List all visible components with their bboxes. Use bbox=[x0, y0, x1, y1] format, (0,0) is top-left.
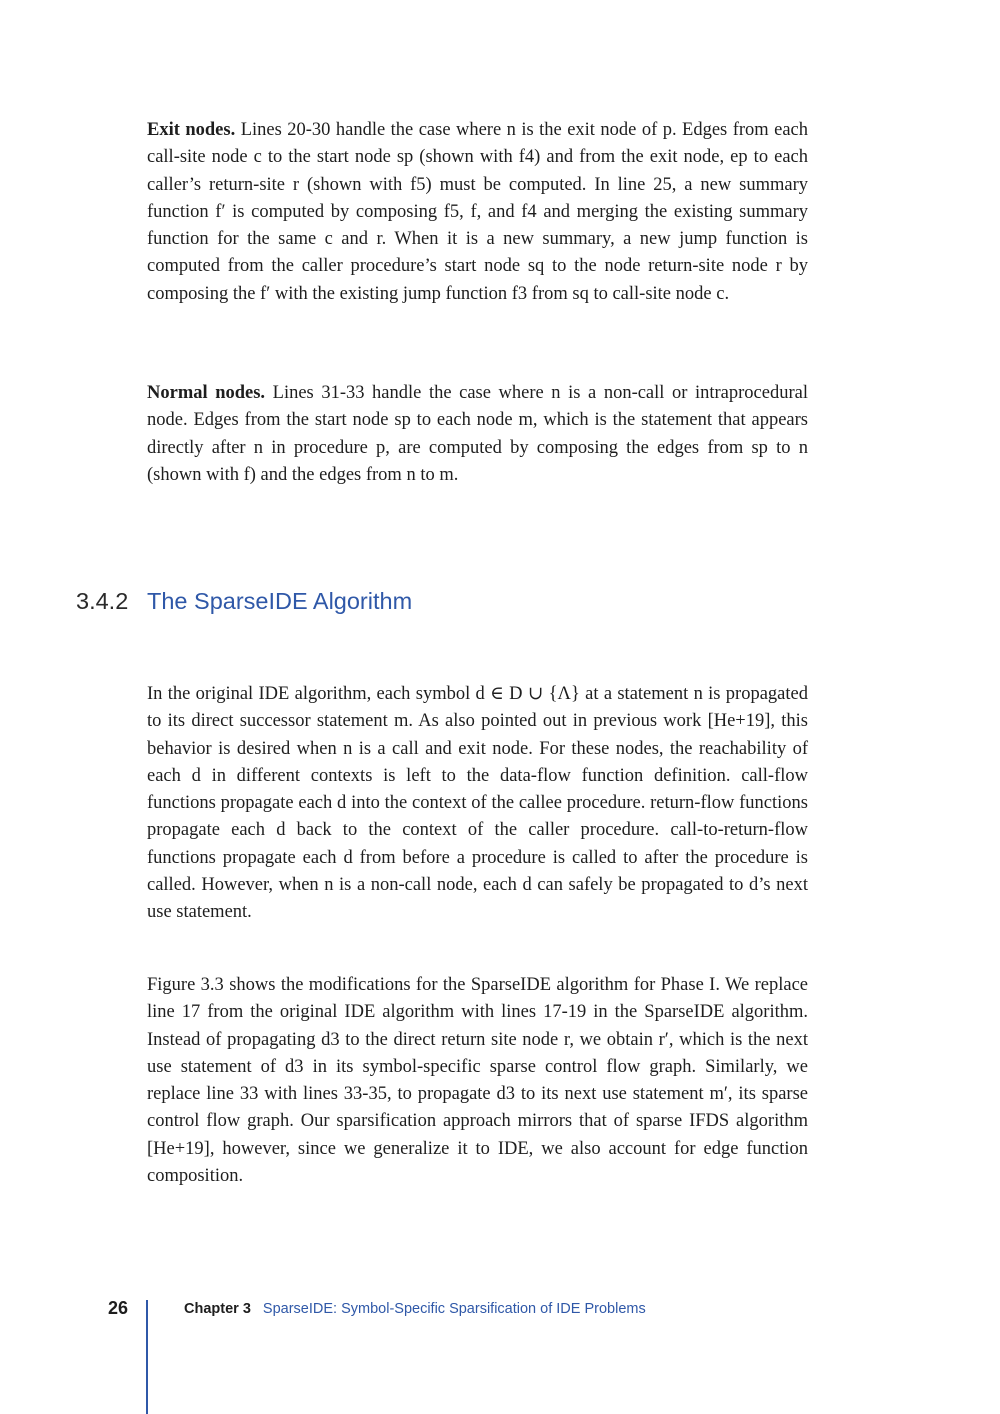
normal-nodes-heading: Normal nodes. bbox=[147, 383, 266, 403]
exit-nodes-text: Lines 20-30 handle the case where n is the exit node of p. Edges from each call-site node c to the start node sp (shown with f4) and from the exit node, ep to each caller’s return-site r (shown with f5) must be computed. In line 25, a new summary function f′ is computed by composing f5, f, and f4 and merging the existing summary function for the same c and r. When it is a new summary, a new jump function is computed from the caller procedure’s start node sq to the node return-site node r by composing the f′ with the existing jump function f3 from sq to call-site node c. bbox=[147, 120, 809, 304]
body-paragraph-2: Figure 3.3 shows the modifications for the SparseIDE algorithm for Phase I. We replace line 17 from the original IDE algorithm with lines 17-19 in the SparseIDE algorithm. Instead of propagating d3 to the direct return site node r, we obtain r′, which is the next use statement of d3 in its symbol-specific sparse control flow graph. Similarly, we replace line 33 with lines 33-35, to propagate d3 to its next use statement m′, its sparse control flow graph. Our sparsification approach mirrors that of sparse IFDS algorithm [He+19], however, since we generalize it to IDE, we also account for edge function composition. bbox=[147, 975, 808, 1187]
section-number: 3.4.2 bbox=[76, 588, 129, 614]
body-paragraph-1: In the original IDE algorithm, each symbol d ∈ D ∪ {Λ} at a statement n is propagated to its direct successor statement m. As also pointed out in previous work [He+19], this behavior is desired when n is a call and exit node. For these nodes, the reachability of each d in different contexts is left to the data-flow function definition. call-flow functions propagate each d into the context of the callee procedure. return-flow functions propagate each d back to the context of the caller procedure. call-to-return-flow functions propagate each d from before a procedure is called to after the procedure is called. However, when n is a non-call node, each d can safely be propagated to d’s next use statement. bbox=[147, 684, 808, 923]
normal-nodes-paragraph bbox=[147, 380, 808, 489]
section-title: The SparseIDE Algorithm bbox=[147, 588, 413, 614]
exit-nodes-paragraph bbox=[147, 117, 808, 308]
footer-chapter-title: SparseIDE: Symbol-Specific Sparsification of IDE Problems bbox=[262, 1301, 646, 1317]
normal-nodes-text: Lines 31-33 handle the case where n is a non-call or intraprocedural node. Edges from the start node sp to each node m, which is the statement that appears directly after n in procedure p, are computed by composing the edges from sp to n (shown with f) and the edges from n to m. bbox=[147, 383, 808, 485]
exit-nodes-heading: Exit nodes. bbox=[147, 120, 236, 140]
footer-chapter-label: Chapter 3 bbox=[184, 1301, 251, 1317]
page-number: 26 bbox=[108, 1298, 129, 1318]
running-footer bbox=[184, 1301, 646, 1317]
footer-rule bbox=[146, 1300, 148, 1414]
